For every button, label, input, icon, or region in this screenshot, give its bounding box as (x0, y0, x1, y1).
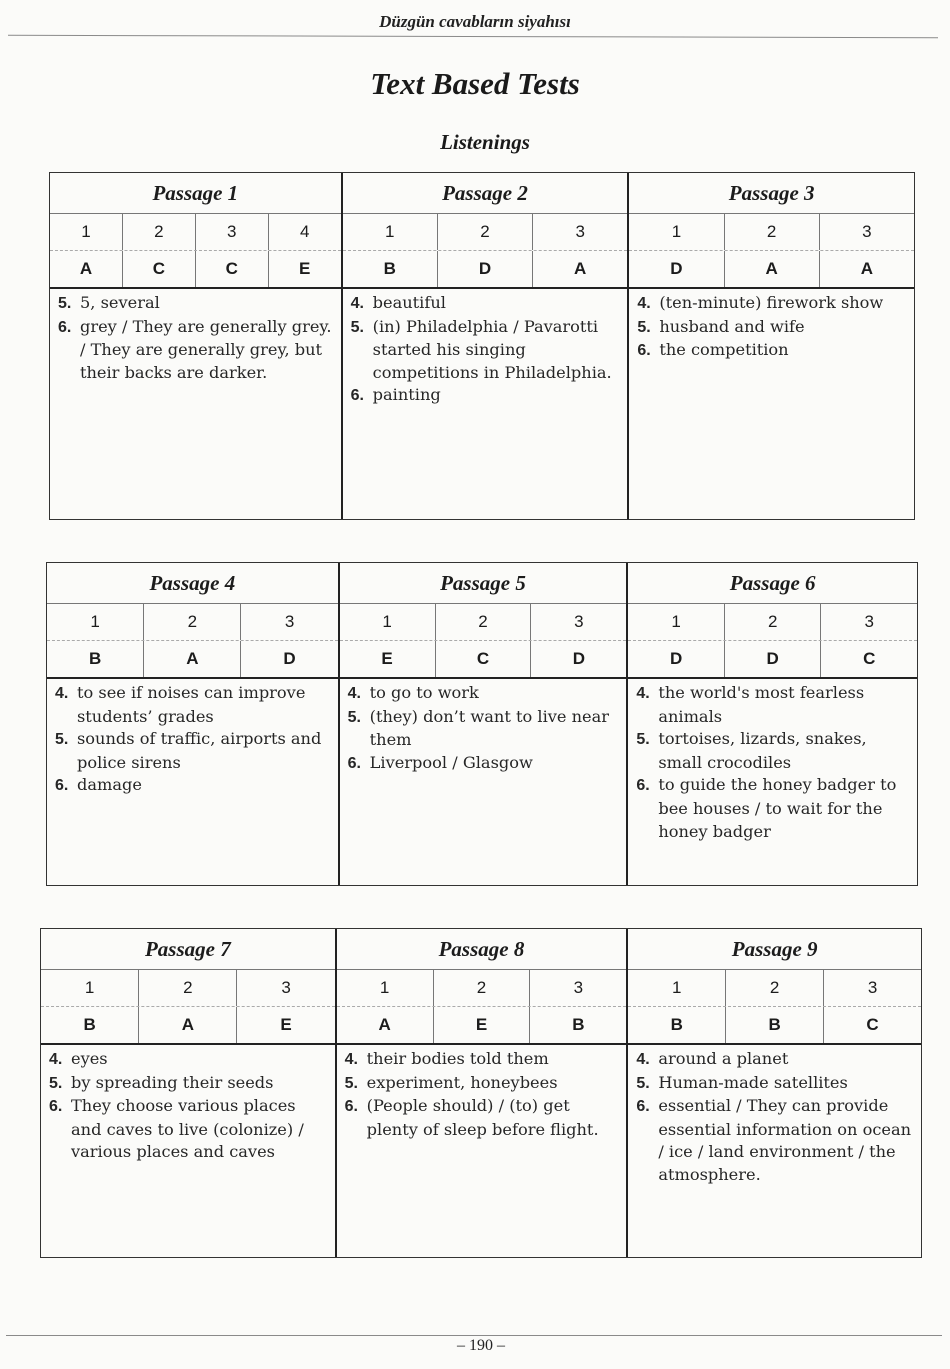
answer-number: 4. (637, 295, 651, 312)
passage-table (626, 563, 917, 885)
answer-item (345, 1072, 621, 1096)
answer-key-grid (47, 604, 338, 679)
answer-number: 5. (347, 708, 361, 726)
question-number-row (629, 214, 914, 251)
question-number-cell: 3 (820, 604, 917, 640)
answer-text: (they) don’t want to live near them (369, 706, 610, 750)
answer-key-grid (629, 214, 914, 289)
page-number: – 190 – (457, 1337, 505, 1354)
question-number-cell: 2 (724, 604, 821, 640)
answer-letter-cell: A (138, 1007, 236, 1043)
answer-letter-row (41, 1007, 335, 1043)
passage-title: Passage 5 (340, 563, 627, 604)
answer-letter-row (628, 641, 917, 677)
answer-number: 6. (58, 318, 72, 336)
question-number-cell: 3 (529, 970, 626, 1006)
question-number-cell: 2 (435, 604, 531, 640)
answer-key-grid (50, 214, 341, 289)
answer-letter-cell: A (724, 251, 819, 287)
answer-text: 5, several (80, 293, 160, 312)
answer-key-grid (628, 604, 917, 679)
answer-text: Human-made satellites (658, 1072, 848, 1092)
answer-text: eyes (71, 1049, 108, 1068)
answer-letter-cell: D (669, 649, 683, 668)
answer-item (55, 682, 332, 728)
answer-letter-cell: E (433, 1007, 530, 1043)
open-answers (628, 1045, 921, 1257)
answer-letter-cell: C (435, 641, 531, 677)
passage-block (46, 562, 918, 886)
answer-number: 4. (344, 1051, 358, 1068)
answer-letter-cell: E (381, 649, 393, 668)
answer-item (348, 682, 621, 706)
open-answers (340, 679, 627, 885)
answer-item (49, 1072, 329, 1096)
answer-letter-cell: A (143, 641, 240, 677)
page-title: Text Based Tests (370, 66, 580, 101)
answer-item (636, 774, 911, 843)
answer-letter-cell: D (240, 641, 337, 677)
answer-item (55, 728, 332, 774)
answer-number: 5. (636, 1074, 650, 1092)
answer-letter-cell: D (530, 641, 626, 677)
answer-number: 6. (636, 1098, 650, 1116)
answer-letter-cell: C (820, 641, 917, 677)
question-number-cell: 2 (122, 214, 195, 250)
answer-key-grid (340, 604, 627, 679)
question-number-cell: 4 (268, 214, 341, 250)
answer-letter-cell: D (437, 251, 532, 287)
passage-title: Passage 8 (337, 929, 627, 970)
answer-letter-cell: B (725, 1007, 823, 1043)
answer-number: 5. (637, 318, 651, 336)
answer-letter-row (629, 251, 914, 287)
answer-text: sounds of traffic, airports and police sirens (77, 729, 322, 772)
header-rule (8, 35, 938, 38)
open-answers (343, 289, 628, 519)
answer-number: 4. (347, 685, 361, 702)
passage-block (40, 928, 922, 1258)
answer-text: the world's most fearless animals (658, 683, 865, 726)
question-number-cell: 2 (724, 214, 819, 250)
answer-item (351, 292, 622, 316)
answer-text: to guide the honey badger to bee houses / to wait for the honey badger (658, 775, 897, 841)
answer-number: 5. (344, 1074, 358, 1092)
answer-text: (People should) / (to) get plenty of sleep before flight. (366, 1096, 599, 1139)
answer-item (345, 1048, 621, 1072)
answer-number: 6. (636, 777, 650, 795)
answer-text: the competition (659, 340, 789, 360)
question-number-cell: 1 (90, 612, 100, 631)
answer-letter-row (628, 1007, 921, 1043)
passage-title: Passage 4 (47, 563, 338, 604)
answer-number: 5. (636, 731, 650, 749)
answer-letter-cell: B (383, 259, 396, 278)
answer-item (637, 339, 908, 363)
answer-letter-cell: B (88, 649, 102, 668)
open-answers (337, 1045, 627, 1257)
answer-letter-cell: A (819, 251, 914, 287)
answer-letter-cell: C (195, 251, 268, 287)
passage-title: Passage 9 (628, 929, 921, 970)
question-number-cell: 3 (236, 970, 334, 1006)
question-number-cell: 1 (672, 978, 682, 997)
answer-text: tortoises, lizards, snakes, small crocodiles (658, 729, 867, 772)
answer-item (637, 292, 908, 316)
answer-item (636, 682, 911, 728)
passage-table (335, 929, 627, 1257)
question-number-cell: 1 (379, 978, 390, 997)
answer-text: They choose various places and caves to live (colonize) / various places and caves (71, 1096, 304, 1162)
answer-key-grid (628, 970, 921, 1045)
answer-item (49, 1048, 329, 1072)
answer-number: 6. (347, 754, 361, 772)
answer-text: to see if noises can improve students’ grades (77, 683, 306, 726)
answer-letter-cell: B (529, 1007, 626, 1043)
answer-letter-cell: B (670, 1015, 683, 1034)
question-number-row (628, 604, 917, 641)
answer-letter-cell: E (268, 251, 341, 287)
answer-item (348, 752, 621, 776)
answer-letter-cell: A (378, 1015, 391, 1034)
answer-item (351, 384, 622, 408)
question-number-row (47, 604, 338, 641)
question-number-cell: 3 (532, 214, 627, 250)
question-number-cell: 2 (725, 970, 823, 1006)
answer-item (636, 1048, 915, 1072)
answer-text: beautiful (372, 293, 446, 312)
question-number-cell: 1 (385, 222, 395, 241)
answer-text: Liverpool / Glasgow (369, 752, 533, 772)
answer-item (637, 316, 908, 340)
question-number-cell: 2 (143, 604, 240, 640)
question-number-cell: 1 (671, 222, 682, 241)
question-number-cell: 1 (382, 612, 392, 631)
question-number-row (50, 214, 341, 251)
question-number-cell: 3 (240, 604, 337, 640)
answer-item (49, 1095, 329, 1164)
answer-number: 6. (350, 387, 364, 405)
answer-item (636, 1095, 915, 1186)
answer-number: 4. (49, 1051, 63, 1068)
answer-number: 6. (49, 1098, 63, 1116)
answer-number: 6. (344, 1098, 358, 1116)
answer-number: 4. (55, 685, 69, 702)
answer-letter-cell: E (236, 1007, 334, 1043)
answer-letter-row (343, 251, 628, 287)
answer-letter-cell: D (724, 641, 821, 677)
question-number-row (340, 604, 627, 641)
answer-number: 4. (350, 295, 364, 312)
section-title: Listenings (440, 130, 530, 154)
answer-letter-cell: C (122, 251, 195, 287)
answer-key-grid (343, 214, 628, 289)
open-answers (628, 679, 917, 885)
answer-text: to go to work (369, 683, 479, 702)
passage-table (338, 563, 627, 885)
question-number-cell: 1 (84, 978, 95, 997)
passage-table (341, 173, 628, 519)
question-number-cell: 2 (138, 970, 236, 1006)
answer-number: 4. (636, 685, 650, 702)
passage-title: Passage 2 (343, 173, 628, 214)
answer-text: painting (372, 385, 441, 405)
answer-key-grid (41, 970, 335, 1045)
answer-number: 4. (636, 1051, 650, 1068)
question-number-cell: 3 (819, 214, 914, 250)
answer-number: 6. (55, 777, 69, 795)
answer-item (351, 316, 622, 385)
footer-rule (6, 1335, 942, 1336)
open-answers (47, 679, 338, 885)
question-number-row (343, 214, 628, 251)
passage-title: Passage 6 (628, 563, 917, 604)
answer-item (55, 774, 332, 798)
question-number-row (628, 970, 921, 1007)
answer-text: essential / They can provide essential information on ocean / ice / land environment / the atmosphere. (658, 1096, 912, 1184)
passage-table (627, 173, 914, 519)
answer-letter-row (340, 641, 627, 677)
answer-text: grey / They are generally grey. / They are generally grey, but their backs are darker. (80, 316, 332, 382)
passage-table (50, 173, 341, 519)
answer-number: 6. (637, 342, 651, 360)
answer-text: experiment, honeybees (366, 1072, 558, 1092)
question-number-cell: 2 (437, 214, 532, 250)
answer-number: 5. (58, 295, 72, 312)
answer-item (636, 1072, 915, 1096)
answer-text: around a planet (658, 1049, 789, 1068)
question-number-cell: 3 (195, 214, 268, 250)
answer-number: 5. (350, 318, 364, 336)
running-head: Düzgün cavabların siyahısı (379, 12, 571, 31)
answer-item (58, 316, 335, 385)
question-number-row (41, 970, 335, 1007)
answer-text: (ten-minute) firework show (659, 293, 884, 312)
answer-number: 5. (55, 731, 69, 749)
answer-letter-cell: A (532, 251, 627, 287)
passage-title: Passage 7 (41, 929, 335, 970)
answer-item (636, 728, 911, 774)
question-number-cell: 1 (671, 612, 681, 631)
passage-table (41, 929, 335, 1257)
answer-letter-row (50, 251, 341, 287)
passage-title: Passage 3 (629, 173, 914, 214)
question-number-row (337, 970, 627, 1007)
open-answers (41, 1045, 335, 1257)
answer-letter-cell: C (823, 1007, 921, 1043)
open-answers (629, 289, 914, 519)
passage-table (626, 929, 921, 1257)
passage-block (49, 172, 915, 520)
answer-letter-row (337, 1007, 627, 1043)
question-number-cell: 3 (823, 970, 921, 1006)
question-number-cell: 1 (81, 222, 91, 241)
answer-text: their bodies told them (366, 1049, 549, 1068)
answer-text: husband and wife (659, 316, 805, 336)
question-number-cell: 3 (530, 604, 626, 640)
answer-item (345, 1095, 621, 1141)
answer-letter-cell: B (83, 1015, 96, 1034)
answer-item (58, 292, 335, 316)
open-answers (50, 289, 341, 519)
passage-title: Passage 1 (50, 173, 341, 214)
question-number-cell: 2 (433, 970, 530, 1006)
answer-letter-cell: A (79, 259, 93, 278)
answer-letter-cell: D (670, 259, 683, 278)
answer-number: 5. (49, 1074, 63, 1092)
answer-text: (in) Philadelphia / Pavarotti started his singing competitions in Philadelphia. (372, 316, 612, 382)
answer-text: damage (77, 775, 142, 795)
answer-key-grid (337, 970, 627, 1045)
answer-item (348, 706, 621, 752)
answer-letter-row (47, 641, 338, 677)
answer-text: by spreading their seeds (71, 1072, 274, 1092)
passage-table (47, 563, 338, 885)
